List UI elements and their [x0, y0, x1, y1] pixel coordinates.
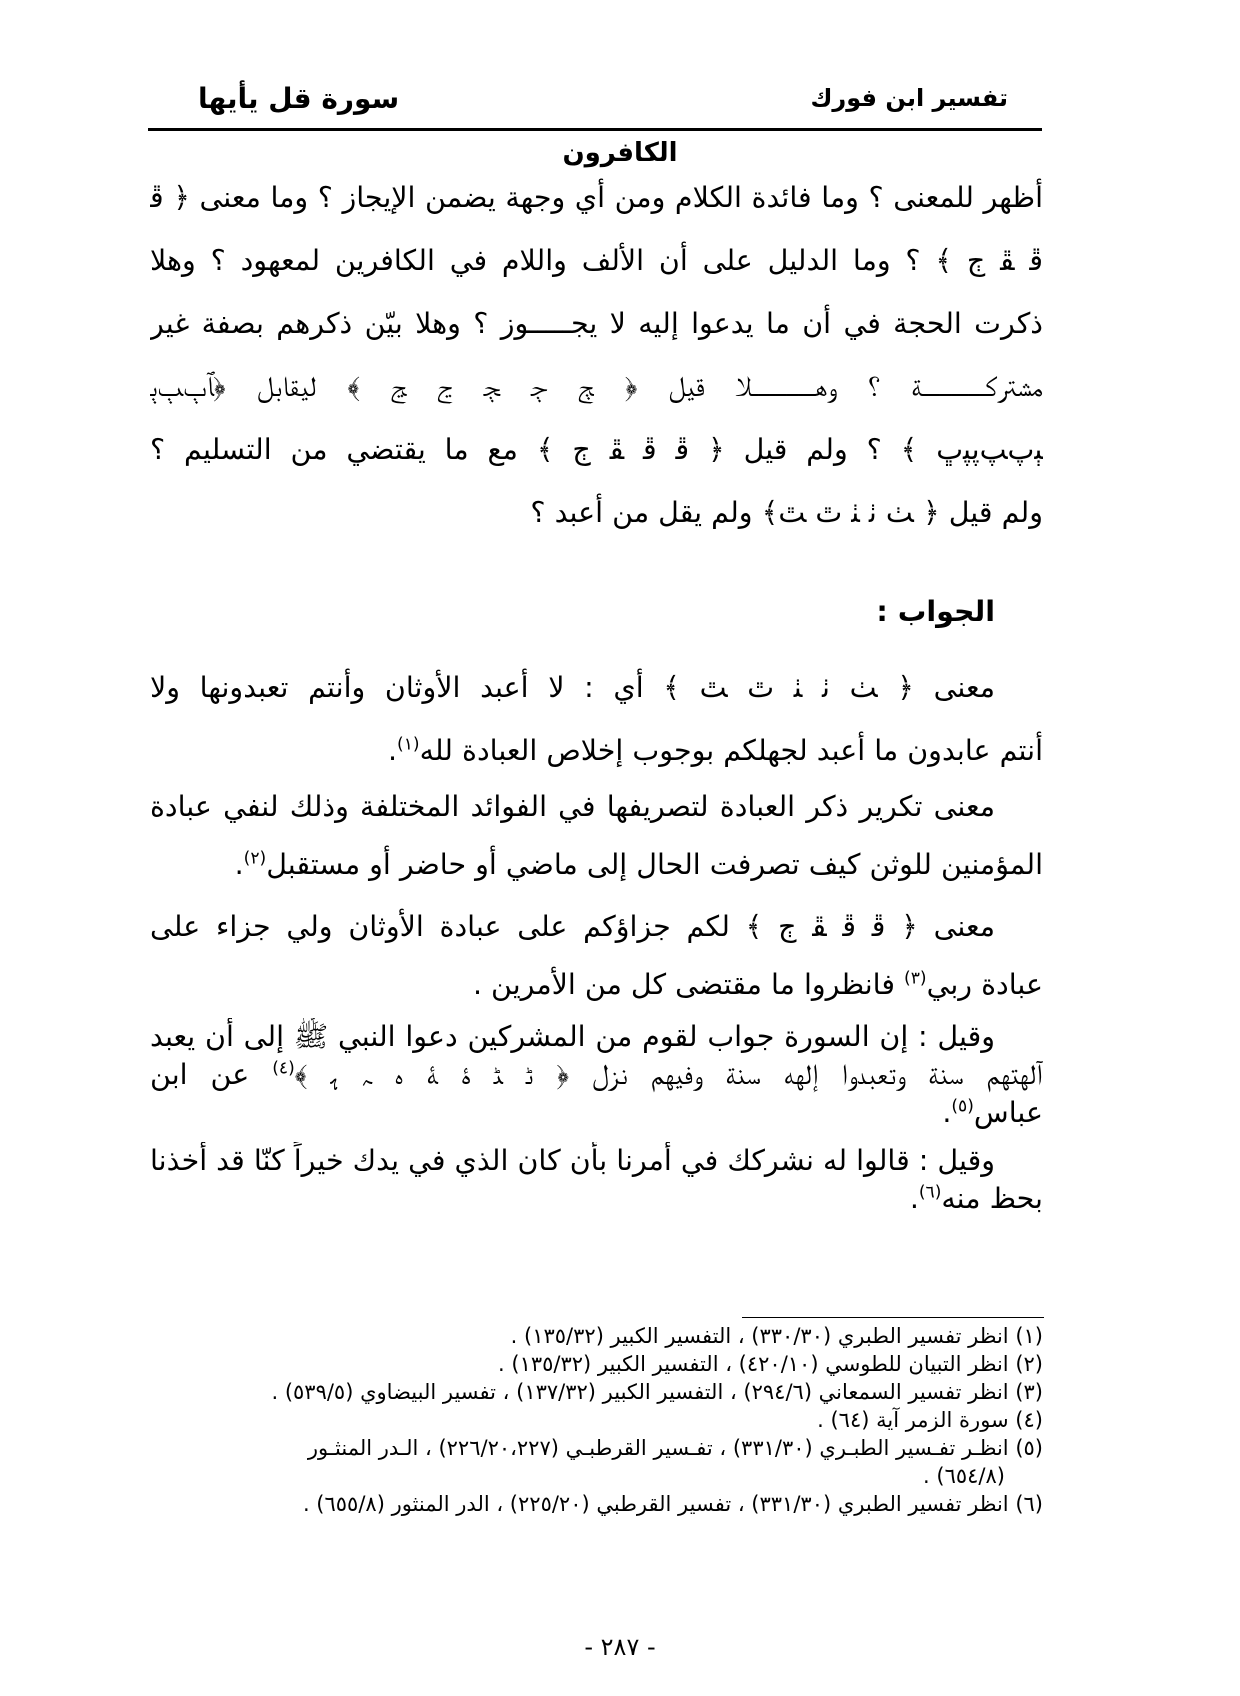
header-surah-title: سورة قل يأيها [198, 82, 400, 115]
footnote-item: (٢) انظر التبيان للطوسي (٤٢٠/١٠) ، التفسير الكبير (١٣٥/٣٢) . [498, 1352, 1043, 1376]
paragraph-text: عن ابن [150, 1058, 273, 1091]
footnote-item: (٤) سورة الزمر آية (٦٤) . [817, 1408, 1043, 1432]
paragraph-5 [150, 1142, 1043, 1218]
footnote-ref[interactable]: (٦) [918, 1182, 942, 1203]
questions-block [150, 166, 1043, 544]
footnote-item: (٣) انظر تفسير السمعاني (٢٩٤/٦) ، التفسير الكبير (١٣٧/٣٢) ، تفسير البيضاوي (٥٣٩/٥) . [271, 1380, 1043, 1404]
paragraph-text: بحظ منه [941, 1182, 1043, 1215]
footnote-rule [742, 1317, 1044, 1318]
paragraph-text: المؤمنين للوثن كيف تصرفت الحال إلى ماضي أو حاضر أو مستقبل [266, 848, 1043, 881]
header-book-title: تفسير ابن فورك [810, 84, 1008, 112]
paragraph-line [150, 1056, 1043, 1094]
header-subheading: الكافرون [562, 138, 678, 168]
question-line: مشتركـــــــــــة ؟ وهـــــــــــلا قيل ﴿ ﭳ ﭴ ﭵ ﭶ ﭷ ﴾ ليقابل ﴿ﭑﭒﭓﭔ [150, 370, 1043, 403]
paragraph-line: عباس$^{(٥)}$. [942, 1096, 1043, 1129]
header-rule [148, 128, 1042, 131]
paragraph-line [150, 956, 1043, 1014]
paragraph-text: عباس [973, 1096, 1043, 1129]
paragraph-line: المؤمنين للوثن كيف تصرفت الحال إلى ماضي أو حاضر أو مستقبل$^{(٢)}$. [234, 848, 1043, 881]
question-line: أظهر للمعنى ؟ وما فائدة الكلام ومن أي وجهة يضمن الإيجاز ؟ وما معنى ﴿ ﭰ [150, 181, 1043, 214]
paragraph-text: عبادة ربي [926, 968, 1043, 1001]
page-number: - ٢٨٧ - [584, 1633, 656, 1661]
answer-heading: الجواب : [876, 595, 995, 628]
answer-heading-block [150, 580, 1043, 643]
footnote-item: (١) انظر تفسير الطبري (٣٣٠/٣٠) ، التفسير الكبير (١٣٥/٣٢) . [510, 1324, 1043, 1348]
footnote-item-continuation: (٦٥٤/٨) . [923, 1464, 1005, 1488]
paragraph-line: معنى ﴿ ﭰ ﭰ ﭱ ﭲ ﴾ لكم جزاؤكم على عبادة الأوثان ولي جزاء على [150, 910, 995, 943]
footnote-ref[interactable]: (١) [397, 734, 420, 755]
paragraph-4 [150, 1018, 1043, 1132]
question-line: ﭕﭖﭗﭘﭙﭚ ﴾ ؟ ولم قيل ﴿ ﭰ ﭰ ﭱ ﭲ ﴾ مع ما يقتضي من التسليم ؟ [150, 433, 1043, 466]
paragraph-line: بحظ منه$^{(٦)}$. [909, 1182, 1043, 1215]
paragraph-line: معنى تكرير ذكر العبادة لتصريفها في الفوائد المختلفة وذلك لنفي عبادة [150, 790, 995, 823]
question-line: ﭰ ﭱ ﭲ ﴾ ؟ وما الدليل على أن الألف واللام في الكافرين لمعهود ؟ وهلا [150, 244, 1043, 277]
paragraph-text: فانظروا ما مقتضى كل من الأمرين . [472, 968, 905, 1001]
paragraph-2 [150, 778, 1043, 894]
question-line: ذكرت الحجة في أن ما يدعوا إليه لا يجـــــوز ؟ وهلا بيّن ذكرهم بصفة غير [150, 307, 1043, 340]
paragraph-line: وقيل : قالوا له نشركك في أمرنا بأن كان الذي في يدك خيراً كنّا قد أخذنا [150, 1144, 995, 1177]
question-line: ولم قيل ﴿ ﭟ ﭠ ﭡ ﭢ ﭣ﴾ ولم يقل من أعبد ؟ [530, 496, 1043, 529]
footnote-item: (٥) انظـر تفـسير الطبـري (٣٣١/٣٠) ، تفـسير القرطبـي (٢٢٦/٢٠،٢٢٧) ، الـدر المنثـور [307, 1436, 1043, 1460]
footnote-ref[interactable]: (٤) [272, 1058, 295, 1079]
footnote-ref[interactable]: (٣) [904, 968, 927, 989]
paragraph-line: معنى ﴿ ﭟ ﭠ ﭡ ﭢ ﭣ ﴾ أي : لا أعبد الأوثان وأنتم تعبدونها ولا [150, 671, 995, 704]
footnotes-block [150, 1322, 1043, 1518]
paragraph-line: وقيل : إن السورة جواب لقوم من المشركين دعوا النبي ﷺ إلى أن يعبد [150, 1020, 995, 1053]
paragraph-line: أنتم عابدون ما أعبد لجهلكم بوجوب إخلاص العبادة لله$^{(١)}$. [387, 734, 1043, 767]
footnote-ref[interactable]: (٥) [951, 1096, 974, 1117]
footnote-item: (٦) انظر تفسير الطبري (٣٣١/٣٠) ، تفسير القرطبي (٢٢٥/٢٠) ، الدر المنثور (٦٥٥/٨) . [302, 1492, 1043, 1516]
paragraph-1 [150, 656, 1043, 782]
paragraph-3 [150, 898, 1043, 1014]
paragraph-text: أنتم عابدون ما أعبد لجهلكم بوجوب إخلاص العبادة لله [419, 734, 1043, 767]
footnote-ref[interactable]: (٢) [243, 848, 267, 869]
paragraph-text: آلهتهم سنة وتعبدوا إلهه سنة وفيهم نزل ﴿ ﮢ ﮣ ﮤ ﮥ ﮦ ﮧ ﮨ ﴾ [294, 1058, 1043, 1091]
